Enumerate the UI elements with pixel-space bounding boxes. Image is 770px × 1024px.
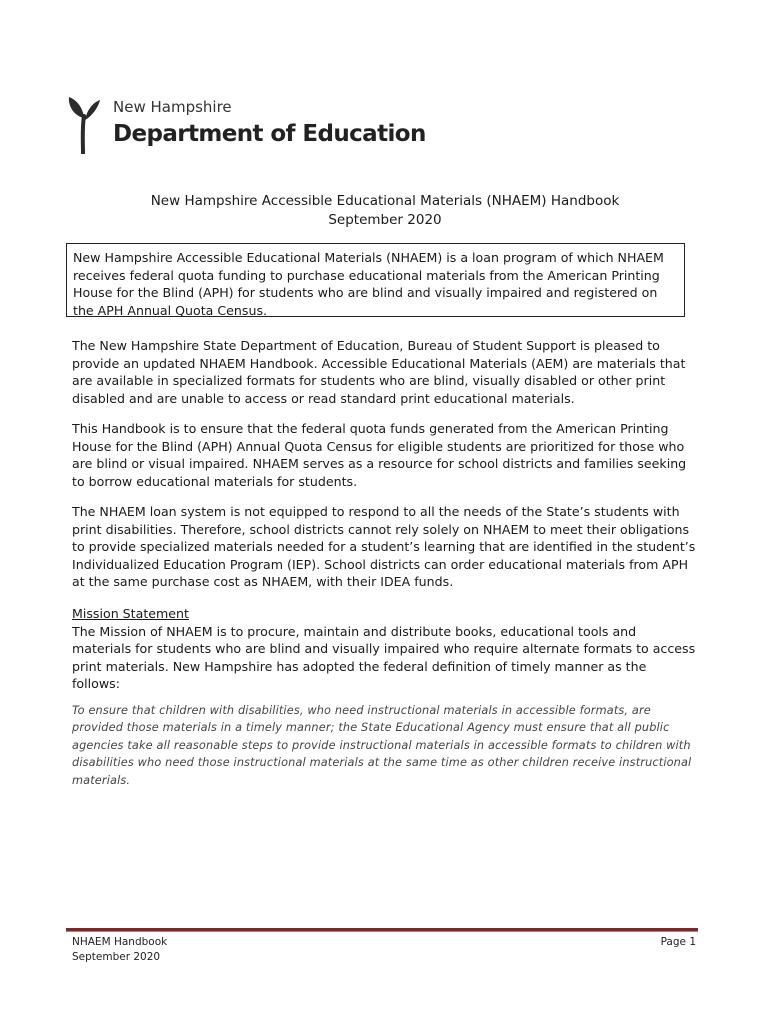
footer-left (72, 935, 167, 965)
logo-state-name: New Hampshire (113, 98, 232, 116)
logo-department-name: Department of Education (113, 121, 426, 147)
footer-doc-name: NHAEM Handbook (72, 936, 168, 948)
footer-doc-date: September 2020 (72, 951, 161, 963)
nh-doe-plant-logo-icon (66, 96, 104, 154)
page-number: Page 1 (660, 936, 696, 948)
document-title-date: September 2020 (328, 212, 442, 228)
timely-manner-quote: To ensure that children with disabilities, who need instructional materials in accessible formats, are provided those materials in a timely manner; the State Educational Agency must ensure that all public agencies take all reasonable steps to provide instructional materials in accessible formats to children with disabilities who need those instructional materials at the same time as other children receive instructional materials. (72, 704, 692, 787)
mission-heading: Mission Statement (72, 606, 189, 621)
intro-box: New Hampshire Accessible Educational Materials (NHAEM) is a loan program of which NHAEM receives federal quota funding to purchase educational materials from the American Printing House for the Blind (APH) for students who are blind and visually impaired and registered on the APH Annual Quota Census. (66, 243, 685, 317)
paragraph-handbook: This Handbook is to ensure that the federal quota funds generated from the American Printing House for the Blind (APH) Annual Quota Census for eligible students are prioritized for those who are blind or visual impaired. NHAEM serves as a resource for school districts and families seeking to borrow educational materials for students. (72, 421, 687, 489)
mission-body: The Mission of NHAEM is to procure, maintain and distribute books, educational tools and materials for students who are blind and visually impaired who require alternate formats to access print materials. New Hampshire has adopted the federal definition of timely manner as the follows: (72, 623, 696, 692)
document-title (0, 192, 770, 230)
paragraph-purpose: The New Hampshire State Department of Education, Bureau of Student Support is pleased to provide an updated NHAEM Handbook. Accessible Educational Materials (AEM) are materials that are available in specialized formats for students who are blind, visually disabled or other print disabled and are unable to access or read standard print educational materials. (72, 338, 686, 406)
mission-section (72, 605, 698, 693)
document-title-line1: New Hampshire Accessible Educational Materials (NHAEM) Handbook (150, 193, 620, 209)
footer-divider (66, 928, 698, 932)
paragraph-loan-system: The NHAEM loan system is not equipped to respond to all the needs of the State’s students with print disabilities. Therefore, school districts cannot rely solely on NHAEM to meet their obligations to provide specialized materials needed for a student’s learning that are identified in the student’s Individualized Education Program (IEP). School districts can order educational materials from APH at the same purchase cost as NHAEM, with their IDEA funds. (72, 504, 696, 590)
nh-doe-logo (66, 96, 426, 158)
